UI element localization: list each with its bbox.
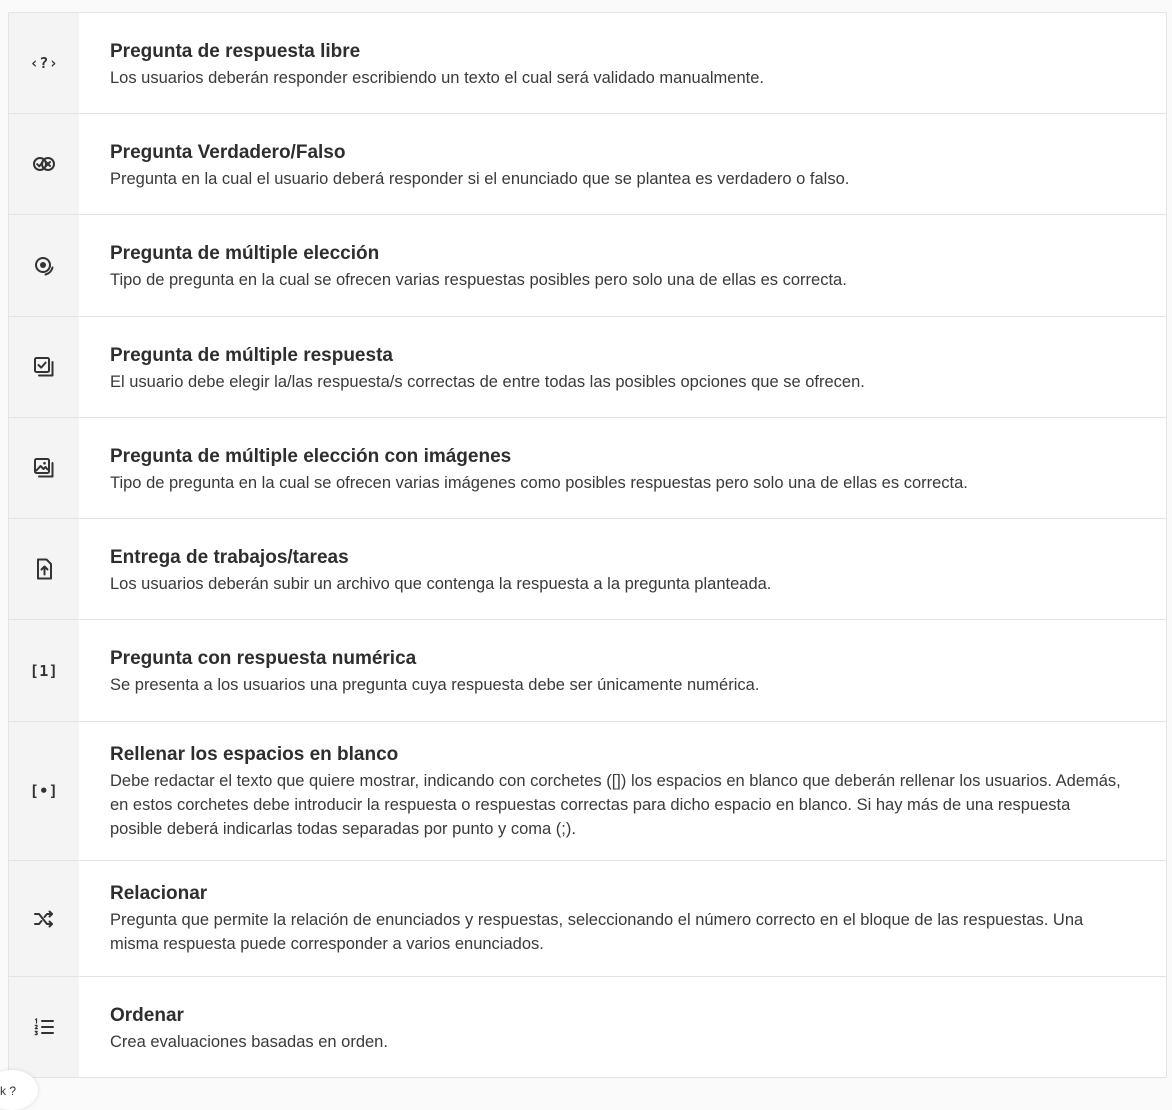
question-type-description: Los usuarios deberán subir un archivo que contenga la respuesta a la pregunta planteada. bbox=[110, 574, 772, 593]
icon-cell bbox=[9, 215, 79, 316]
icon-cell bbox=[9, 620, 79, 721]
question-type-title: Relacionar bbox=[110, 883, 208, 904]
question-type-description: Los usuarios deberán responder escribiendo un texto el cual será validado manualmente. bbox=[110, 68, 764, 87]
question-type-text bbox=[79, 861, 1166, 976]
question-type-text bbox=[79, 722, 1166, 860]
question-type-title: Entrega de trabajos/tareas bbox=[110, 546, 349, 568]
image-stack-icon bbox=[31, 455, 57, 481]
icon-cell bbox=[9, 519, 79, 619]
icon-cell bbox=[9, 317, 79, 417]
question-type-description: Debe redactar el texto que quiere mostrar, indicando con corchetes ([]) los espacios en blanco que deberán rellenar los usuarios. Además, en estos corchetes debe introducir la respuesta o respuestas correctas para dicho espacio en blanco. Si hay más de una respuesta posible deberá indicarlas todas separadas por punto y coma (;). bbox=[110, 771, 1121, 838]
question-type-title: Rellenar los espacios en blanco bbox=[110, 743, 399, 765]
question-type-title: Pregunta de múltiple elección bbox=[110, 243, 380, 264]
question-type-text bbox=[79, 418, 1166, 518]
question-type-description: Pregunta que permite la relación de enunciados y respuestas, seleccionando el número correcto en el bloque de las respuestas. Una misma respuesta puede corresponder a varios enunciados. bbox=[110, 911, 1084, 953]
question-type-description: Se presenta a los usuarios una pregunta cuya respuesta debe ser únicamente numérica. bbox=[110, 676, 760, 694]
question-type-text bbox=[79, 620, 1166, 721]
radio-choice-icon bbox=[31, 253, 57, 279]
question-type-title: Pregunta con respuesta numérica bbox=[110, 648, 417, 669]
question-type-file-upload[interactable] bbox=[9, 519, 1166, 620]
file-upload-icon bbox=[31, 556, 57, 582]
question-type-match[interactable] bbox=[9, 861, 1166, 977]
question-type-title: Pregunta de respuesta libre bbox=[110, 40, 361, 62]
question-type-ordering[interactable] bbox=[9, 977, 1166, 1077]
question-type-title: Ordenar bbox=[110, 1004, 184, 1026]
shuffle-icon bbox=[31, 906, 57, 932]
question-type-text bbox=[79, 317, 1166, 417]
true-false-icon bbox=[31, 151, 57, 177]
floating-help-tab-label: k ? bbox=[0, 1084, 17, 1098]
fill-blank-icon: [•] bbox=[29, 782, 59, 800]
question-type-text bbox=[79, 977, 1166, 1077]
icon-cell bbox=[9, 861, 79, 976]
question-type-text bbox=[79, 215, 1166, 316]
question-type-list bbox=[8, 12, 1167, 1078]
icon-cell bbox=[9, 13, 79, 113]
question-type-multiple-choice[interactable] bbox=[9, 215, 1166, 317]
question-type-true-false[interactable] bbox=[9, 114, 1166, 215]
free-text-icon: ‹?› bbox=[29, 54, 59, 72]
question-type-image-choice[interactable] bbox=[9, 418, 1166, 519]
numeric-bracket-icon: [1] bbox=[29, 661, 59, 680]
question-type-numeric[interactable] bbox=[9, 620, 1166, 722]
checkbox-stack-icon bbox=[31, 354, 57, 380]
question-type-title: Pregunta de múltiple elección con imágenes bbox=[110, 445, 512, 467]
icon-cell bbox=[9, 418, 79, 518]
question-type-description: Tipo de pregunta en la cual se ofrecen varias respuestas posibles pero solo una de ellas es correcta. bbox=[110, 271, 847, 289]
question-type-text bbox=[79, 519, 1166, 619]
question-type-title: Pregunta Verdadero/Falso bbox=[110, 141, 346, 163]
icon-cell bbox=[9, 977, 79, 1077]
question-type-multiple-response[interactable] bbox=[9, 317, 1166, 418]
question-type-description: Crea evaluaciones basadas en orden. bbox=[110, 1032, 388, 1051]
question-type-fill-blanks[interactable] bbox=[9, 722, 1166, 861]
question-type-free-text[interactable] bbox=[9, 13, 1166, 114]
question-type-title: Pregunta de múltiple respuesta bbox=[110, 344, 393, 366]
question-type-text bbox=[79, 114, 1166, 214]
question-type-description: Pregunta en la cual el usuario deberá responder si el enunciado que se plantea es verdadero o falso. bbox=[110, 169, 850, 188]
icon-cell bbox=[9, 722, 79, 860]
ordered-list-icon bbox=[31, 1014, 57, 1040]
icon-cell bbox=[9, 114, 79, 214]
question-type-description: Tipo de pregunta en la cual se ofrecen varias imágenes como posibles respuestas pero solo una de ellas es correcta. bbox=[110, 473, 968, 492]
question-type-description: El usuario debe elegir la/las respuesta/s correctas de entre todas las posibles opciones que se ofrecen. bbox=[110, 372, 865, 391]
question-type-text bbox=[79, 13, 1166, 113]
